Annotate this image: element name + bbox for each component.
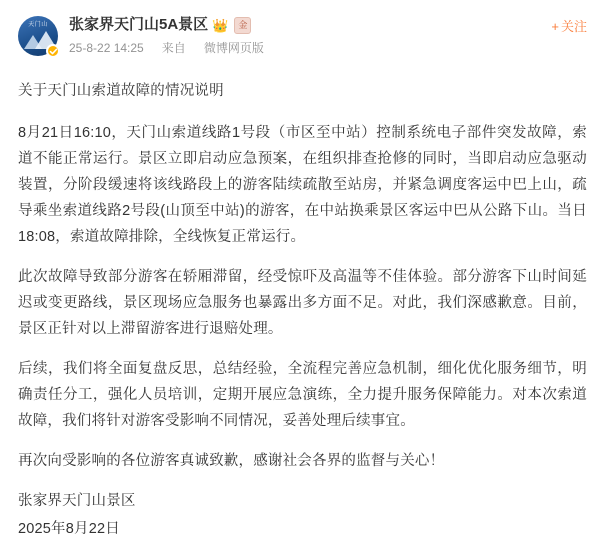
post-paragraph-2: 此次故障导致部分游客在轿厢滞留，经受惊吓及高温等不佳体验。部分游客下山时间延迟或变更路线，景区现场应急服务也暴露出多方面不足。对此，我们深感歉意。目前，景区正针对以上滞留游客进行退赔处理。	[18, 269, 587, 337]
avatar-label: 天门山	[28, 22, 48, 28]
meta-space	[193, 41, 196, 55]
header-text-block	[69, 14, 587, 56]
post-timestamp: 25-8-22 14:25	[69, 41, 144, 55]
account-name[interactable]: 张家界天门山5A景区	[69, 16, 209, 33]
post-signature-date: 2025年8月22日	[18, 521, 120, 537]
post-paragraph-4: 再次向受影响的各位游客真诚致歉，感谢社会各界的监督与关心！	[18, 453, 445, 469]
meta-separator	[151, 41, 154, 55]
post-paragraph-1: 8月21日16:10，天门山索道线路1号段（市区至中站）控制系统电子部件突发故障，索道不能正常运行。景区立即启动应急预案，在组织排查抢修的同时，当即启动应急驱动装置，分阶段缓速将该线路段上的游客陆续疏散至站房，并紧急调度客运中巴上山，疏导乘坐索道线路2号段(山顶至中站)的游客，在中站换乘景区客运中巴从公路下山。当日18:08，索道故障排除，全线恢复正常运行。	[18, 125, 587, 245]
name-row	[69, 15, 587, 35]
post-header	[18, 14, 587, 66]
plus-icon: +	[551, 19, 559, 34]
post-paragraph-3: 后续，我们将全面复盘反思，总结经验，全流程完善应急机制，细化优化服务细节，明确责任分工，强化人员培训，定期开展应急演练，全力提升服务保障能力。对本次索道故障，我们将针对游客受影响不同情况，妥善处理后续事宜。	[18, 361, 587, 429]
verified-badge-icon	[46, 44, 60, 58]
post-source-prefix: 来自	[161, 41, 186, 55]
post-signature: 张家界天门山景区	[18, 493, 136, 509]
crown-icon: 👑	[212, 17, 229, 33]
post-content	[18, 78, 587, 542]
avatar[interactable]	[18, 16, 58, 56]
follow-button-label: 关注	[560, 19, 587, 34]
post-meta	[69, 40, 587, 56]
post-title: 关于天门山索道故障的情况说明	[18, 83, 224, 99]
medal-icon[interactable]	[234, 17, 251, 34]
follow-button[interactable]	[551, 18, 587, 36]
post-source[interactable]: 微博网页版	[203, 41, 264, 55]
medal-label: 金	[238, 20, 248, 30]
